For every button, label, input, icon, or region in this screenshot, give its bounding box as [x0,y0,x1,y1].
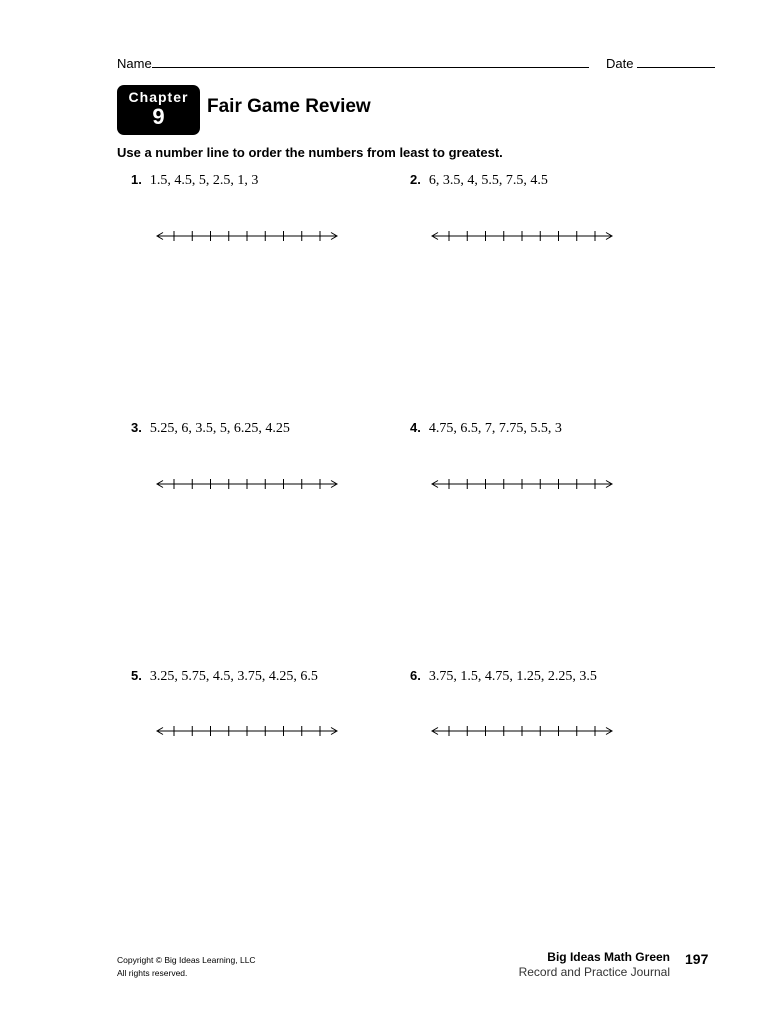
number-line[interactable] [156,478,338,490]
number-line[interactable] [156,725,338,737]
problem-number: 1. [131,172,142,187]
number-line[interactable] [431,725,613,737]
instructions: Use a number line to order the numbers from least to greatest. [117,145,503,160]
date-label: Date [606,56,634,71]
name-field[interactable] [117,55,589,71]
name-label: Name [117,56,152,71]
rights-text: All rights reserved. [117,968,188,978]
problem-values: 5.25, 6, 3.5, 5, 6.25, 4.25 [149,421,290,436]
chapter-label: Chapter [128,89,189,105]
page-title: Fair Game Review [207,96,371,117]
problem-3 [131,420,290,437]
chapter-badge [117,85,200,135]
problem-number: 4. [410,420,421,435]
footer-book [470,950,670,980]
date-field[interactable] [606,55,715,71]
problem-4 [410,420,562,437]
copyright-text: Copyright © Big Ideas Learning, LLC [117,955,256,965]
name-blank-line[interactable] [152,55,589,68]
problem-number: 5. [131,668,142,683]
footer-copyright [117,954,256,980]
book-subtitle: Record and Practice Journal [518,965,670,979]
problem-5 [131,668,318,685]
problem-values: 3.75, 1.5, 4.75, 1.25, 2.25, 3.5 [428,669,597,684]
problem-number: 3. [131,420,142,435]
book-title: Big Ideas Math Green [547,950,670,964]
problem-number: 2. [410,172,421,187]
chapter-number: 9 [152,104,165,129]
problem-values: 6, 3.5, 4, 5.5, 7.5, 4.5 [428,173,548,188]
problem-6 [410,668,597,685]
problem-values: 3.25, 5.75, 4.5, 3.75, 4.25, 6.5 [149,669,318,684]
problem-1 [131,172,258,189]
page-number: 197 [685,951,709,967]
number-line[interactable] [431,478,613,490]
number-line[interactable] [431,230,613,242]
problem-2 [410,172,548,189]
number-line[interactable] [156,230,338,242]
problem-number: 6. [410,668,421,683]
problem-values: 1.5, 4.5, 5, 2.5, 1, 3 [149,173,259,188]
date-blank-line[interactable] [637,55,715,68]
problem-values: 4.75, 6.5, 7, 7.75, 5.5, 3 [428,421,562,436]
